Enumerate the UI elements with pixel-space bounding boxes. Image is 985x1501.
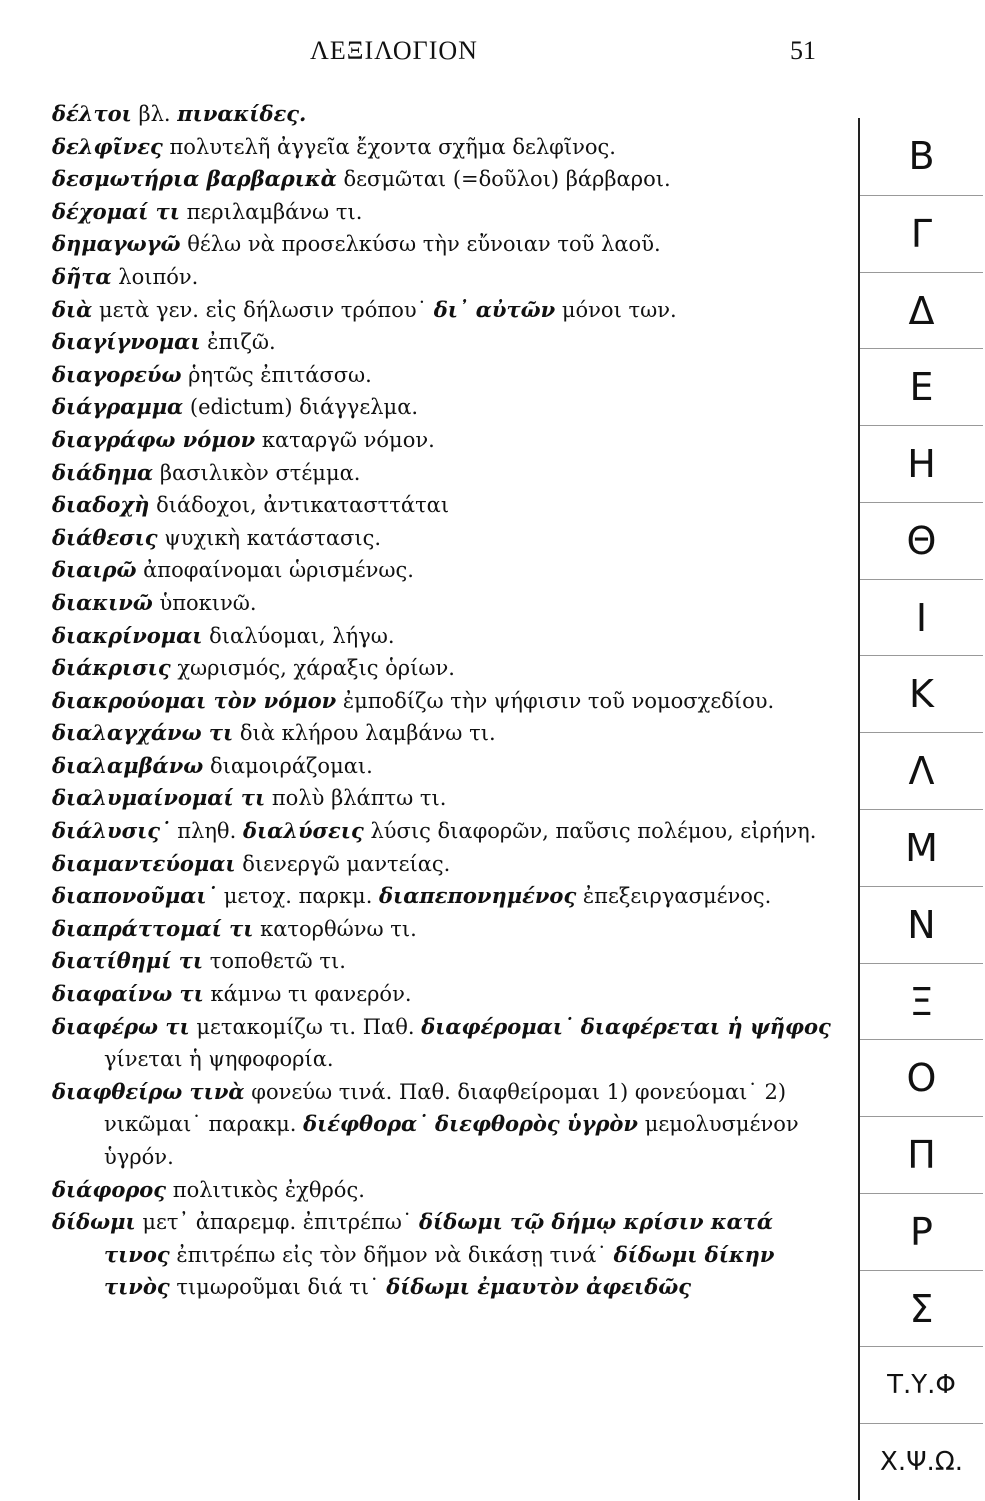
thumb-tab[interactable]: Β bbox=[908, 134, 935, 178]
entry-definition: χωρισμός, χάραξις ὁρίων. bbox=[170, 656, 455, 681]
entry-definition: διαλύομαι, λήγω. bbox=[202, 623, 395, 648]
entry-bold-phrase: διαλύσεις bbox=[242, 818, 364, 844]
glossary-entry bbox=[52, 652, 842, 685]
entry-definition: μετὰ γεν. εἰς δήλωσιν τρόπου˙ bbox=[92, 297, 434, 322]
thumb-tab[interactable]: Ρ bbox=[860, 1193, 983, 1271]
entry-lemma: δίδωμι bbox=[52, 1209, 136, 1235]
glossary-entry bbox=[52, 261, 842, 294]
entry-bold-phrase: δίδωμι ἐμαυτὸν ἀφειδῶς bbox=[386, 1274, 691, 1300]
thumb-tab[interactable]: Σ bbox=[860, 1270, 983, 1348]
glossary-entry bbox=[52, 880, 842, 913]
glossary-entry bbox=[52, 522, 842, 555]
entry-bold-phrase: διέφθορα˙ διεφθορὸς ὑγρὸν bbox=[303, 1111, 639, 1137]
entry-definition: ἐπιζῶ. bbox=[200, 330, 276, 355]
entry-definition: περιλαμβάνω τι. bbox=[179, 199, 363, 224]
page-header bbox=[0, 36, 860, 76]
thumb-tab[interactable]: Κ bbox=[860, 655, 983, 733]
glossary-entry bbox=[52, 620, 842, 653]
entry-lemma: διατίθημί τι bbox=[52, 948, 204, 974]
entry-definition: κατορθώνω τι. bbox=[253, 916, 417, 941]
thumb-tab[interactable]: Δ bbox=[860, 272, 983, 350]
entry-definition: διαμοιράζομαι. bbox=[203, 753, 373, 778]
thumb-tab[interactable]: Γ bbox=[860, 195, 983, 273]
entry-lemma: διάκρισις bbox=[52, 655, 171, 681]
glossary-entry bbox=[52, 587, 842, 620]
entry-definition: ἐπεξειργασμένος. bbox=[576, 884, 772, 909]
entry-lemma: δῆτα bbox=[52, 263, 112, 289]
thumb-tab[interactable]: Ι bbox=[860, 579, 983, 657]
entry-lemma: διάθεσις bbox=[52, 524, 158, 550]
entry-lemma: διαγορεύω bbox=[52, 361, 182, 387]
entry-lemma: διαμαντεύομαι bbox=[52, 850, 236, 876]
entry-definition: μετοχ. παρκμ. bbox=[217, 884, 380, 909]
glossary-entry bbox=[52, 131, 842, 164]
entry-definition: διενεργῶ μαντείας. bbox=[235, 851, 451, 876]
entry-definition: φονεύω τινά. Παθ. διαφθείρομαι 1) φονεύομαι˙ 2) νικῶμαι˙ παρακμ. bbox=[104, 1079, 787, 1137]
entry-definition: καταργῶ νόμον. bbox=[255, 427, 435, 452]
entry-definition: τοποθετῶ τι. bbox=[203, 949, 346, 974]
glossary-entry bbox=[52, 554, 842, 587]
glossary-entry bbox=[52, 424, 842, 457]
glossary-entry bbox=[52, 717, 842, 750]
glossary-entry bbox=[52, 163, 842, 196]
page-number: 51 bbox=[790, 36, 816, 65]
entry-definition: ἀποφαίνομαι ὡρισμένως. bbox=[136, 558, 414, 583]
thumb-tab[interactable]: Ο bbox=[860, 1039, 983, 1117]
glossary-entry bbox=[52, 391, 842, 424]
glossary-entries bbox=[52, 98, 842, 1304]
thumb-tab[interactable]: Χ.Ψ.Ω. bbox=[860, 1423, 983, 1501]
entry-lemma: διαφθείρω τινὰ bbox=[52, 1078, 245, 1104]
entry-lemma: διακρίνομαι bbox=[52, 622, 203, 648]
thumb-tab[interactable]: Η bbox=[860, 425, 983, 503]
entry-lemma: διαλαμβάνω bbox=[52, 752, 204, 778]
glossary-entry bbox=[52, 98, 842, 131]
entry-definition: μεμολυσμένον ὑγρόν. bbox=[104, 1112, 799, 1169]
entry-definition: πολὺ βλάπτω τι. bbox=[265, 786, 447, 811]
glossary-entry bbox=[52, 913, 842, 946]
entry-lemma: διαπονοῦμαι˙ bbox=[52, 883, 218, 909]
glossary-entry bbox=[52, 978, 842, 1011]
entry-lemma: διὰ bbox=[52, 296, 93, 322]
entry-definition: λύσις διαφορῶν, παῦσις πολέμου, εἰρήνη. bbox=[363, 819, 817, 844]
entry-definition: ῥητῶς ἐπιτάσσω. bbox=[181, 362, 372, 387]
thumb-tab[interactable]: Θ bbox=[860, 502, 983, 580]
entry-definition: διὰ κλήρου λαμβάνω τι. bbox=[233, 721, 496, 746]
entry-lemma: διαφαίνω τι bbox=[52, 981, 204, 1007]
entry-lemma: δέχομαί τι bbox=[52, 198, 180, 224]
entry-definition: βασιλικὸν στέμμα. bbox=[153, 460, 361, 485]
entry-lemma: διαπράττομαί τι bbox=[52, 915, 254, 941]
entry-bold-phrase: δίδωμι δίκην τινὸς bbox=[104, 1241, 775, 1300]
entry-definition: ψυχικὴ κατάστασις. bbox=[157, 525, 382, 550]
glossary-entry bbox=[52, 196, 842, 229]
thumb-tab[interactable]: Π bbox=[860, 1116, 983, 1194]
entry-definition: λοιπόν. bbox=[111, 264, 199, 289]
thumb-tab[interactable]: Λ bbox=[860, 732, 983, 810]
thumb-tab[interactable]: Μ bbox=[860, 809, 983, 887]
glossary-entry bbox=[52, 326, 842, 359]
entry-lemma: διαφέρω τι bbox=[52, 1013, 190, 1039]
entry-lemma: διακινῶ bbox=[52, 589, 153, 615]
entry-bold-phrase: δίδωμι τῷ δήμῳ κρίσιν κατά τινος bbox=[104, 1209, 774, 1267]
entry-lemma: διάλυσις˙ bbox=[52, 818, 171, 844]
entry-lemma: διαλαγχάνω τι bbox=[52, 720, 234, 746]
entry-lemma: διαλυμαίνομαί τι bbox=[52, 785, 266, 811]
glossary-entry bbox=[52, 359, 842, 392]
entry-definition: ἐπιτρέπω εἰς τὸν δῆμον νὰ δικάσῃ τινά˙ bbox=[169, 1242, 614, 1267]
entry-lemma: διαγράφω νόμον bbox=[52, 426, 256, 452]
entry-lemma: δέλτοι bbox=[52, 101, 132, 126]
entry-definition: δεσμῶται (=δοῦλοι) βάρβαροι. bbox=[336, 167, 671, 192]
glossary-entry bbox=[52, 685, 842, 718]
thumb-tab[interactable]: Ξ bbox=[860, 963, 983, 1041]
glossary-entry bbox=[52, 294, 842, 327]
entry-definition: πληθ. bbox=[170, 819, 243, 844]
entry-definition: (edictum) διάγγελμα. bbox=[183, 395, 419, 420]
entry-lemma: διάφορος bbox=[52, 1176, 167, 1202]
entry-definition: θέλω νὰ προσελκύσω τὴν εὔνοιαν τοῦ λαοῦ. bbox=[180, 232, 661, 257]
glossary-entry bbox=[52, 228, 842, 261]
entry-lemma: διαγίγνομαι bbox=[52, 329, 201, 355]
entry-definition: μόνοι των. bbox=[555, 297, 677, 322]
glossary-entry bbox=[52, 1174, 842, 1207]
glossary-entry bbox=[52, 489, 842, 522]
entry-definition: βλ. bbox=[131, 102, 178, 126]
entry-bold-phrase: διαφέρομαι˙ διαφέρεται ἡ ψῆφος bbox=[421, 1013, 831, 1039]
entry-definition: πολιτικὸς ἐχθρός. bbox=[166, 1177, 365, 1202]
entry-lemma: δεσμωτήρια βαρβαρικὰ bbox=[52, 166, 337, 192]
entry-bold-phrase: διαπεπονημένος bbox=[379, 883, 577, 909]
entry-definition: μετακομίζω τι. Παθ. bbox=[189, 1014, 422, 1039]
entry-definition: τιμωροῦμαι διά τι˙ bbox=[169, 1275, 387, 1300]
entry-lemma: δελφῖνες bbox=[52, 133, 163, 159]
glossary-entry bbox=[52, 1011, 842, 1076]
glossary-entry bbox=[52, 457, 842, 490]
entry-definition: κάμνω τι φανερόν. bbox=[203, 982, 412, 1007]
entry-bold-phrase: δι᾽ αὐτῶν bbox=[433, 296, 556, 322]
entry-definition: ὑποκινῶ. bbox=[152, 590, 257, 615]
entry-lemma: διαδοχὴ bbox=[52, 492, 150, 518]
entry-lemma: δημαγωγῶ bbox=[52, 231, 181, 257]
entry-bold-phrase: πινακίδες. bbox=[177, 101, 307, 126]
running-title: ΛΕΞΙΛΟΓΙΟΝ bbox=[310, 36, 478, 65]
glossary-entry bbox=[52, 1206, 842, 1304]
glossary-entry bbox=[52, 782, 842, 815]
entry-lemma: διακρούομαι τὸν νόμον bbox=[52, 687, 337, 713]
thumb-tab[interactable]: Ν bbox=[860, 886, 983, 964]
entry-definition: ἐμποδίζω τὴν ψήφισιν τοῦ νομοσχεδίου. bbox=[336, 688, 775, 713]
thumb-tab[interactable]: Ε bbox=[860, 348, 983, 426]
glossary-entry bbox=[52, 750, 842, 783]
glossary-entry bbox=[52, 1076, 842, 1174]
entry-lemma: διαιρῶ bbox=[52, 557, 137, 583]
glossary-entry bbox=[52, 815, 842, 848]
entry-lemma: διάδημα bbox=[52, 459, 154, 485]
entry-definition: μετ᾽ ἀπαρεμφ. ἐπιτρέπω˙ bbox=[135, 1210, 420, 1235]
entry-definition: πολυτελῆ ἀγγεῖα ἔχοντα σχῆμα δελφῖνος. bbox=[162, 134, 616, 159]
entry-lemma: διάγραμμα bbox=[52, 394, 184, 420]
entry-definition: γίνεται ἡ ψηφοφορία. bbox=[104, 1047, 334, 1072]
glossary-entry bbox=[52, 945, 842, 978]
thumb-index bbox=[858, 118, 985, 1500]
entry-definition: διάδοχοι, ἀντικατασττάται bbox=[149, 493, 450, 518]
thumb-tab[interactable]: Τ.Υ.Φ bbox=[860, 1346, 983, 1424]
glossary-entry bbox=[52, 848, 842, 881]
